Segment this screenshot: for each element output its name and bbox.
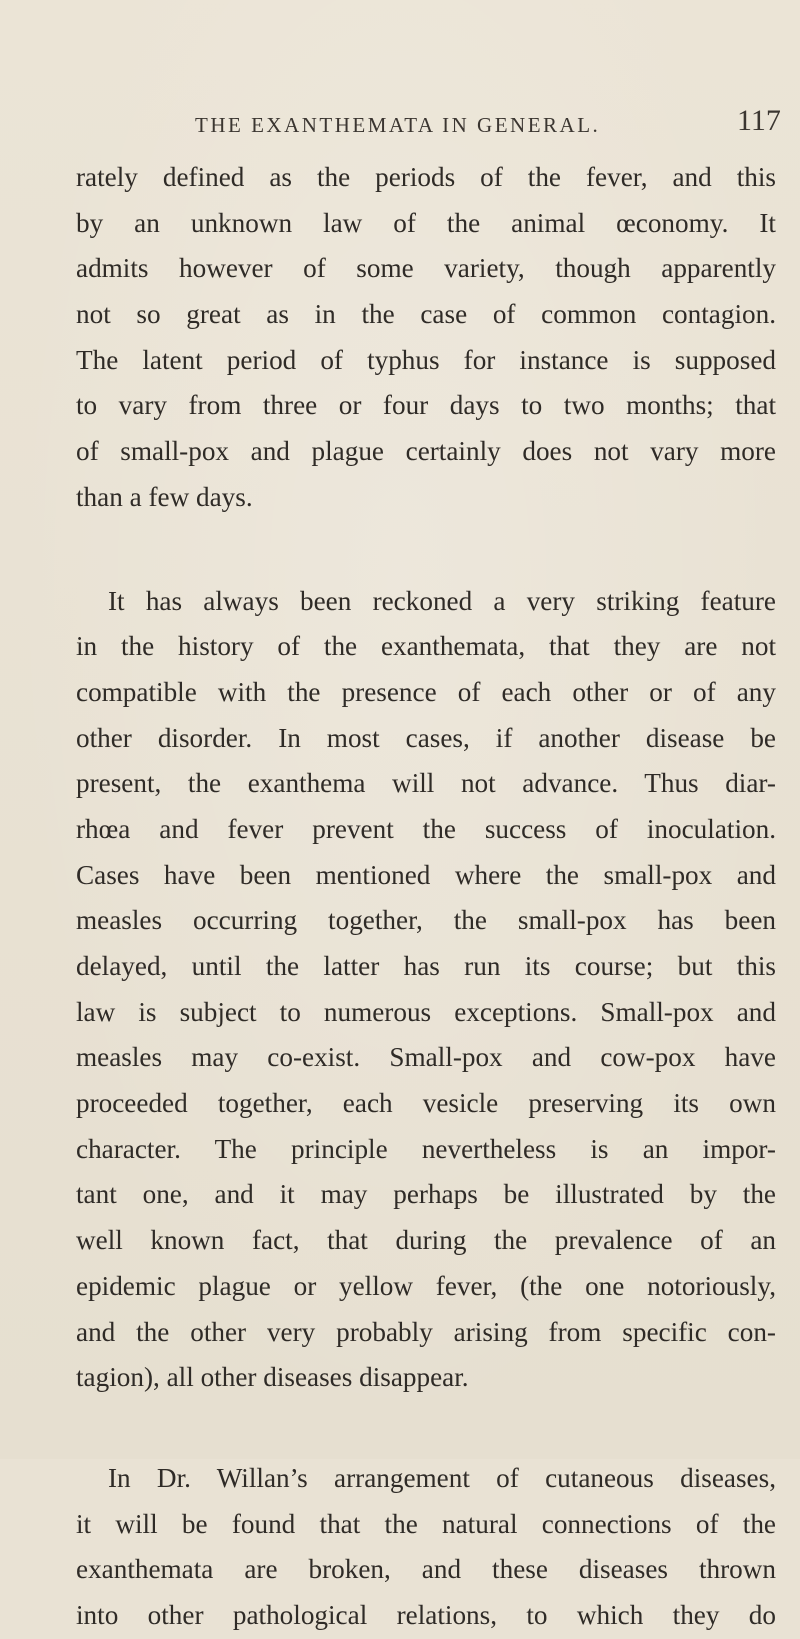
text-line: rately defined as the periods of the fever, and this bbox=[76, 162, 776, 192]
text-line: rhœa and fever prevent the success of inoculation. bbox=[76, 813, 776, 844]
page-number: 117 bbox=[737, 104, 781, 137]
text-line: other disorder. In most cases, if another disease be bbox=[76, 722, 776, 753]
text-line: admits however of some variety, though apparently bbox=[76, 253, 776, 284]
text-line: The latent period of typhus for instance is supposed bbox=[76, 344, 776, 375]
text-line: and the other very probably arising from specific con- bbox=[76, 1316, 776, 1347]
text-line: measles occurring together, the small-pox has been bbox=[76, 905, 776, 936]
text-line: into other pathological relations, to which they do bbox=[76, 1599, 776, 1630]
text-line: character. The principle nevertheless is an impor- bbox=[76, 1133, 776, 1164]
text-line: it will be found that the natural connections of the bbox=[76, 1508, 776, 1539]
paragraph-3 bbox=[76, 1456, 776, 1639]
text-line: tagion), all other diseases disappear. bbox=[76, 1362, 469, 1393]
text-line: present, the exanthema will not advance. Thus diar- bbox=[76, 768, 776, 799]
paragraph-spacer bbox=[76, 521, 776, 579]
text-line: to vary from three or four days to two months; that bbox=[76, 390, 776, 421]
text-line: of small-pox and plague certainly does not vary more bbox=[76, 436, 776, 467]
text-line: Cases have been mentioned where the small-pox and bbox=[76, 859, 776, 890]
text-line: tant one, and it may perhaps be illustrated by the bbox=[76, 1179, 776, 1210]
text-line: not so great as in the case of common contagion. bbox=[76, 299, 776, 330]
body-text bbox=[76, 155, 776, 1639]
text-line: proceeded together, each vesicle preserving its own bbox=[76, 1088, 776, 1119]
text-line: measles may co-exist. Small-pox and cow-pox have bbox=[76, 1042, 776, 1073]
text-line: It has always been reckoned a very striking feature bbox=[108, 585, 776, 616]
text-line: well known fact, that during the prevalence of an bbox=[76, 1225, 776, 1256]
text-line: by an unknown law of the animal œconomy. It bbox=[76, 207, 776, 238]
text-line: epidemic plague or yellow fever, (the one notoriously, bbox=[76, 1270, 776, 1301]
text-line: delayed, until the latter has run its course; but this bbox=[76, 951, 776, 981]
paragraph-2 bbox=[76, 579, 776, 1401]
text-line: in the history of the exanthemata, that they are not bbox=[76, 631, 776, 662]
text-line: compatible with the presence of each other or of any bbox=[76, 676, 776, 707]
text-line: than a few days. bbox=[76, 481, 253, 512]
text-line: law is subject to numerous exceptions. Small-pox and bbox=[76, 996, 776, 1027]
paragraph-1 bbox=[76, 155, 776, 521]
running-title: THE EXANTHEMATA IN GENERAL. bbox=[195, 113, 601, 137]
text-line: exanthemata are broken, and these diseases thrown bbox=[76, 1554, 776, 1585]
paragraph-spacer bbox=[76, 1401, 776, 1456]
text-line: In Dr. Willan’s arrangement of cutaneous diseases, bbox=[108, 1462, 776, 1493]
